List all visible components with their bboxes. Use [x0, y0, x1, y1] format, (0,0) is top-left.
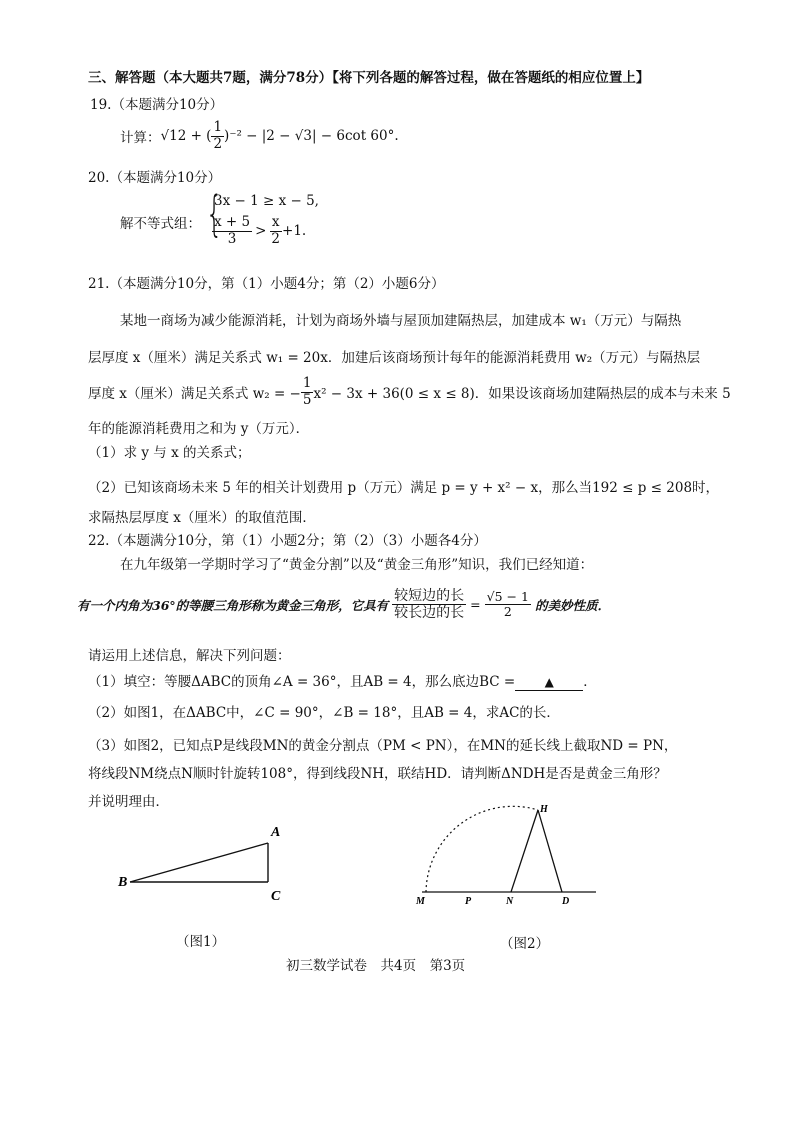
q22-s3a: （3）如图2，已知点P是线段MN的黄金分割点（PM < PN），在MN的延长线上截取ND = PN， [88, 738, 678, 754]
q20-line2 [212, 215, 306, 247]
q22-s1 [88, 670, 597, 690]
q21-p3 [88, 376, 731, 408]
fig2-label-p: P [465, 896, 472, 907]
q20-gt: > [255, 223, 267, 240]
q20-tail: +1. [282, 223, 307, 240]
q21-s1: （1）求 y 与 x 的关系式； [88, 445, 251, 461]
fig1-label-b: B [118, 875, 128, 890]
q20-line1: 3x − 1 ≥ x − 5, [214, 193, 319, 209]
q20-f2-num: x [271, 214, 280, 230]
q19-fraction [211, 120, 224, 152]
segment-hd [538, 810, 562, 892]
segment-nh [511, 810, 538, 892]
q20-f1-num: x + 5 [214, 214, 251, 230]
q21-p1: 某地一商场为减少能源消耗，计划为商场外墙与屋顶加建隔热层，加建成本 w₁（万元）与隔热 [120, 313, 682, 329]
q22-golden-eq: = [470, 597, 481, 613]
fig2-label-d: D [562, 896, 570, 907]
q22-s3c: 并说明理由． [88, 794, 169, 810]
figure-2 [410, 800, 610, 910]
rotation-arc [426, 806, 538, 892]
triangle-mark-icon: ▲ [544, 674, 554, 689]
q20-brace: { [205, 186, 223, 242]
fig1-label-a: A [271, 825, 281, 840]
q22-ask: 请运用上述信息，解决下列问题： [88, 648, 291, 664]
fig1-label-c: C [271, 889, 281, 904]
q20-head: 20.（本题满分10分） [88, 170, 222, 186]
fig2-label-h: H [540, 804, 548, 815]
q21-s2: （2）已知该商场未来 5 年的相关计划费用 p（万元）满足 p = y + x² − x，那么当192 ≤ p ≤ 208时， [88, 480, 720, 496]
page-footer: 初三数学试卷 共4页 第3页 [286, 958, 466, 974]
q21-p4: 年的能源消耗费用之和为 y（万元）． [88, 421, 310, 437]
q20-label: 解不等式组： [120, 216, 201, 232]
q22-golden-num: 较短边的长 [394, 588, 465, 604]
segment-ba [130, 843, 268, 882]
fig2-label-n: N [506, 896, 514, 907]
q19-frac-den: 2 [213, 135, 223, 152]
q22-golden-rnum: √5 − 1 [486, 588, 529, 604]
q20-f2-den: 2 [271, 230, 281, 247]
q19-expr-a: √12 + ( [160, 128, 212, 145]
q22-golden-a: 有一个内角为36°的等腰三角形称为黄金三角形，它具有 [77, 597, 389, 613]
q22-s1-answer-blank [515, 674, 583, 691]
q21-head: 21.（本题满分10分，第（1）小题4分；第（2）小题6分） [88, 276, 445, 292]
q22-s1b: ． [583, 674, 597, 690]
q21-p3-den: 5 [302, 391, 312, 408]
q20-f1-den: 3 [227, 230, 237, 247]
q19-expr-b: )⁻² − |2 − √3| − 6cot 60°. [224, 128, 399, 145]
q22-golden-rden: 2 [503, 604, 512, 620]
q21-p3a: 厚度 x（厘米）满足关系式 w₂ = − [88, 386, 301, 403]
fig2-caption: （图2） [500, 936, 550, 952]
q21-p2: 层厚度 x（厘米）满足关系式 w₁ = 20x．加建后该商场预计每年的能源消耗费用 w₂（万元）与隔热层 [88, 350, 701, 366]
q22-intro: 在九年级第一学期时学习了“黄金分割”以及“黄金三角形”知识，我们已经知道： [120, 557, 594, 573]
q21-p3-num: 1 [302, 375, 312, 391]
q19-label: 计算： [120, 130, 161, 147]
q22-s3b: 将线段NM绕点N顺时针旋转108°，得到线段NH，联结HD．请判断ΔNDH是否是黄金三角形？ [88, 766, 667, 782]
q22-head: 22.（本题满分10分，第（1）小题2分；第（2）（3）小题各4分） [88, 533, 487, 549]
q22-golden-property [77, 588, 610, 621]
q19-head: 19.（本题满分10分） [90, 97, 224, 113]
q22-golden-den: 较长边的长 [394, 605, 465, 622]
fig2-label-m: M [416, 896, 425, 907]
q21-s2b: 求隔热层厚度 x（厘米）的取值范围． [88, 510, 316, 526]
q19-frac-num: 1 [213, 119, 223, 135]
q19-expression [120, 120, 399, 152]
q21-p3b: x² − 3x + 36(0 ≤ x ≤ 8)．如果设该商场加建隔热层的成本与未来 5 [313, 386, 731, 403]
q22-golden-b: 的美妙性质． [534, 597, 610, 613]
q22-s1a: （1）填空：等腰ΔABC的顶角∠A = 36°，且AB = 4，那么底边BC = [88, 674, 516, 690]
fig1-caption: （图1） [176, 934, 226, 950]
section-header: 三、解答题（本大题共7题，满分78分）【将下列各题的解答过程，做在答题纸的相应位置上】 [88, 70, 650, 86]
figure-1 [110, 820, 310, 905]
q22-s2: （2）如图1，在ΔABC中，∠C = 90°，∠B = 18°，且AB = 4，求AC的长． [88, 705, 560, 721]
